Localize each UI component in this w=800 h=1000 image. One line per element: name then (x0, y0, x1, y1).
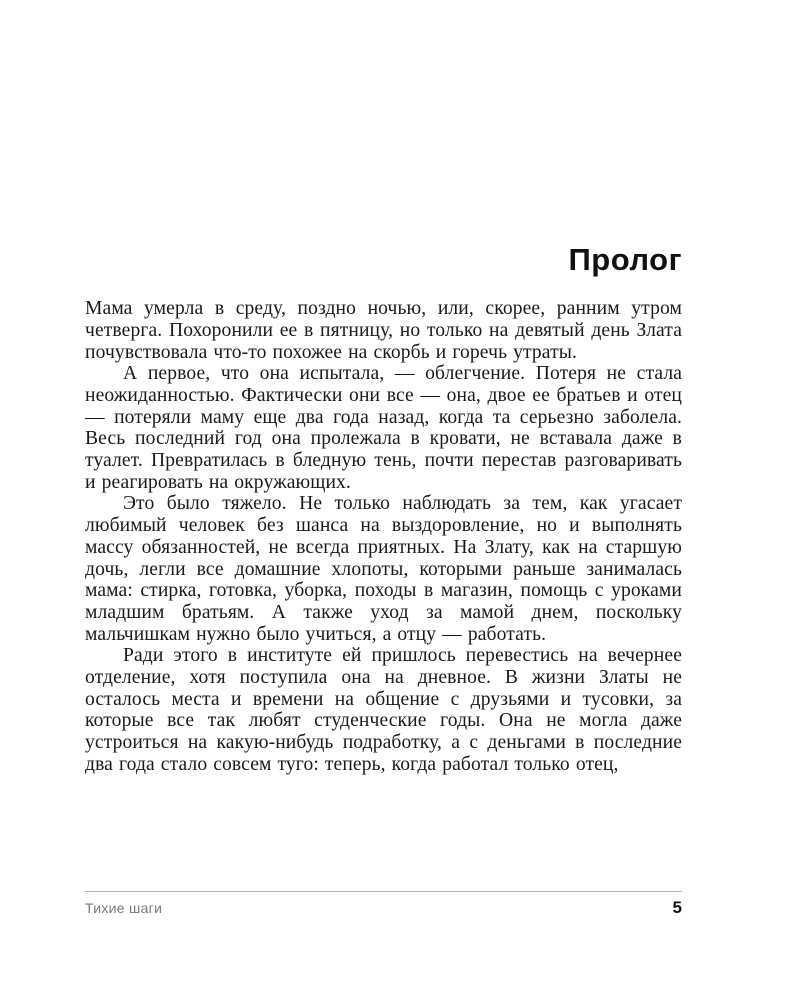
paragraph-2: А первое, что она испытала, — облегчение. Потеря не стала неожиданностью. Фактически они все — она, двое ее братьев и отец — потеряли маму еще два года назад, когда та серьезно заболела. Весь последний год она пролежала в кровати, не вставала даже в туалет. Превратилась в бледную тень, почти перестав разговаривать и реагировать на окружающих. (85, 363, 682, 493)
paragraph-1: Мама умерла в среду, поздно ночью, или, скорее, ранним утром четверга. Похоронили ее в пятницу, но только на девятый день Злата почувствовала что-то похожее на скорбь и горечь утраты. (85, 298, 682, 363)
running-footer (85, 891, 682, 918)
body-text (85, 298, 682, 775)
page-number: 5 (672, 898, 682, 917)
chapter-title: Пролог (568, 242, 682, 277)
paragraph-4: Ради этого в институте ей пришлось перевестись на вечернее отделение, хотя поступила она на дневное. В жизни Златы не осталось места и времени на общение с друзьями и тусовки, за которые все так любят студенческие годы. Она не могла даже устроиться на какую-нибудь подработку, а с деньгами в последние два года стало совсем туго: теперь, когда работал только отец, (85, 645, 682, 775)
page-content (85, 0, 682, 776)
paragraph-3: Это было тяжело. Не только наблюдать за тем, как угасает любимый человек без шанса на выздоровление, но и выполнять массу обязанностей, не всегда приятных. На Злату, как на старшую дочь, легли все домашние хлопоты, которыми раньше занималась мама: стирка, готовка, уборка, походы в магазин, помощь с уроками младшим братьям. А также уход за мамой днем, поскольку мальчишкам нужно было учиться, а отцу — работать. (85, 493, 682, 645)
footer-book-title: Тихие шаги (85, 900, 163, 916)
